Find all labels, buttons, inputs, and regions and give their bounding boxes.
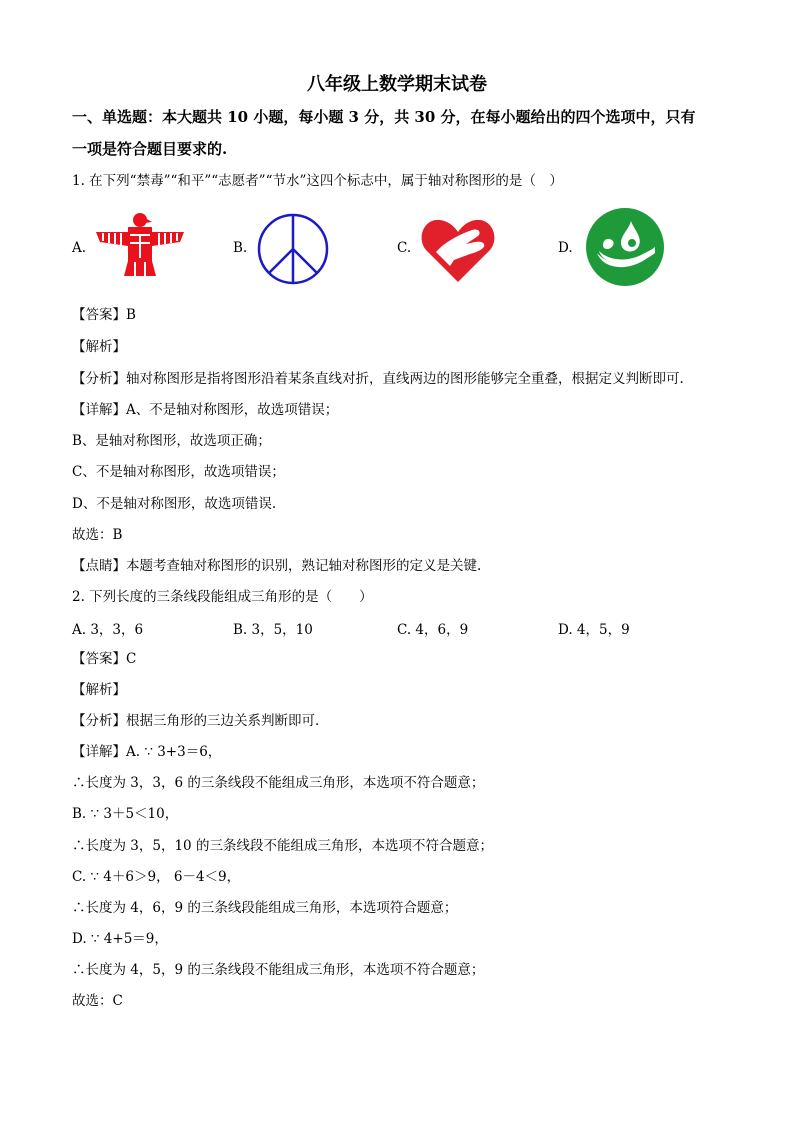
water-drop-icon (585, 207, 665, 287)
q1-analysis-heading: 【解析】 (72, 339, 126, 355)
q1-detail-line: C、不是轴对称图形，故选项错误； (72, 464, 285, 480)
q1-detail-line: D、不是轴对称图形，故选项错误. (72, 496, 277, 512)
question-2-stem: 2. 下列长度的三条线段能组成三角形的是（ ） (72, 589, 373, 605)
q1-answer: 【答案】B (72, 307, 136, 323)
q2-detail-line: B. ∵ 3＋5＜10， (72, 806, 179, 822)
q1-detail-line: 【详解】A、不是轴对称图形，故选项错误； (72, 402, 339, 418)
q2-analysis-heading: 【解析】 (72, 682, 126, 698)
page-title: 八年级上数学期末试卷 (307, 74, 487, 95)
q2-choice-d: D. 4，5，9 (558, 622, 630, 638)
q2-detail-line: C. ∵ 4＋6＞9， 6－4＜9， (72, 869, 241, 885)
q1-comment: 【点睛】本题考查轴对称图形的识别，熟记轴对称图形的定义是关键. (72, 558, 482, 574)
q2-detail-line: ∴长度为 4，5，9 的三条线段不能组成三角形，本选项不符合题意； (72, 962, 485, 978)
question-1-stem: 1. 在下列“禁毒”“和平”“志愿者”“节水”这四个标志中，属于轴对称图形的是（ ） (72, 173, 563, 189)
q2-detail-line: ∴长度为 3，3，6 的三条线段不能组成三角形，本选项不符合题意； (72, 775, 485, 791)
q1-detail-line: B、是轴对称图形，故选项正确； (72, 433, 271, 449)
option-a-label: A. (72, 240, 87, 256)
eagle-logo-icon (94, 210, 186, 280)
q2-detail-line: D. ∵ 4+5＝9， (72, 931, 168, 947)
section-heading-line2: 一项是符合题目要求的. (72, 140, 228, 158)
q2-detail-line: ∴长度为 3，5，10 的三条线段不能组成三角形，本选项不符合题意； (72, 838, 493, 854)
q2-choice-a: A. 3，3，6 (72, 622, 144, 638)
q2-detail-line: ∴长度为 4，6，9 的三条线段能组成三角形，本选项符合题意； (72, 900, 458, 916)
q2-choice-b: B. 3，5，10 (233, 622, 313, 638)
section-heading-line1: 一、单选题：本大题共 10 小题，每小题 3 分，共 30 分，在每小题给出的四个选项中，只有 (72, 108, 696, 126)
q1-choose: 故选：B (72, 527, 123, 543)
peace-symbol-icon (256, 212, 330, 286)
q2-analysis: 【分析】根据三角形的三边关系判断即可． (72, 713, 329, 729)
option-d-label: D. (558, 240, 573, 256)
heart-hand-icon (420, 212, 496, 286)
q2-choose: 故选：C (72, 993, 123, 1009)
q2-answer: 【答案】C (72, 651, 137, 667)
option-c-label: C. (397, 240, 412, 256)
q2-detail-line: 【详解】A. ∵ 3+3＝6， (72, 744, 222, 760)
q2-choice-c: C. 4，6，9 (397, 622, 469, 638)
option-b-label: B. (233, 240, 248, 256)
q1-analysis: 【分析】轴对称图形是指将图形沿着某条直线对折，直线两边的图形能够完全重叠，根据定义判断即可. (72, 371, 684, 387)
